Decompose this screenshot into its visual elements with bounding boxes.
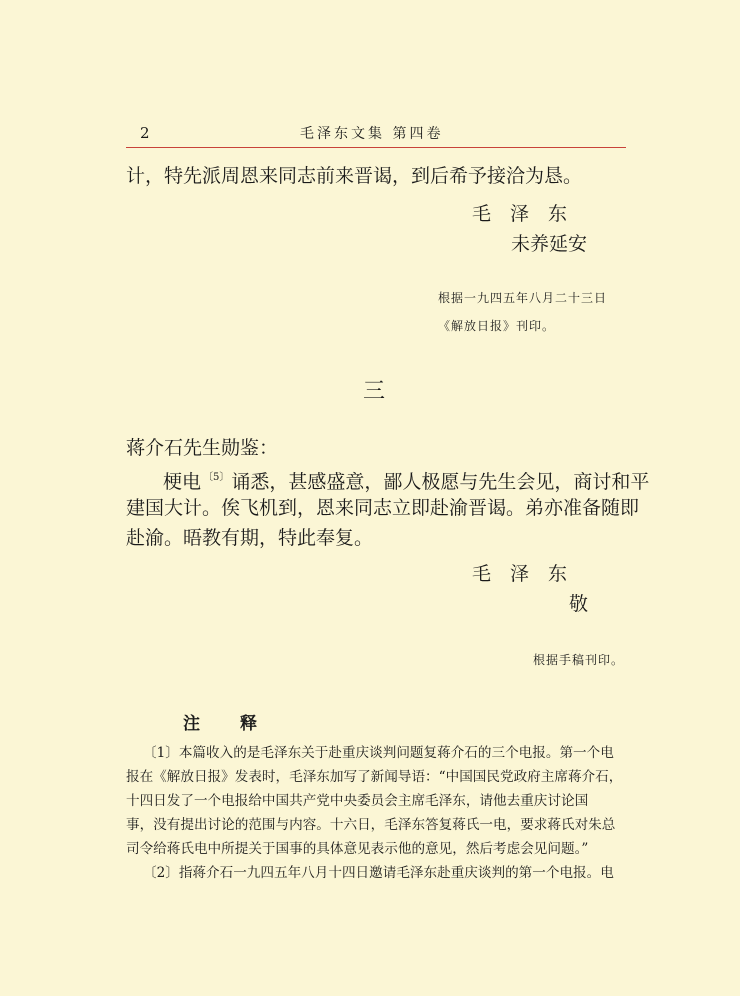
notes-title-right: 释 (240, 714, 257, 734)
source-note-line-2: 《解放日报》刊印。 (438, 319, 556, 333)
notes-title (183, 709, 257, 734)
page-number: 2 (140, 124, 150, 142)
signature-name: 毛 泽 东 (472, 203, 568, 225)
note-line: 〔1〕本篇收入的是毛泽东关于赴重庆谈判问题复蒋介石的三个电报。第一个电 (143, 745, 614, 761)
note-line: 〔2〕指蒋介石一九四五年八月十四日邀请毛泽东赴重庆谈判的第一个电报。电 (143, 865, 614, 881)
signature-name: 毛 泽 东 (472, 563, 568, 585)
notes-title-left: 注 (183, 714, 200, 734)
body-text-line (163, 465, 649, 495)
body-text-segment: 梗电 (163, 471, 202, 493)
footnote-reference[interactable]: 〔5〕 (203, 472, 230, 483)
running-head: 毛泽东文集 第四卷 (300, 126, 444, 142)
body-text-line: 建国大计。俟飞机到，恩来同志立即赴渝晋谒。弟亦准备随即 (126, 497, 640, 519)
body-text-line: 赴渝。晤教有期，特此奉复。 (126, 527, 374, 549)
note-line: 司令给蒋氏电中所提关于国事的具体意见表示他的意见，然后考虑会见问题。” (126, 841, 589, 857)
body-text-line: 计，特先派周恩来同志前来晋谒，到后希予接洽为恳。 (126, 165, 583, 187)
body-text-segment: 诵悉，甚感盛意，鄙人极愿与先生会见，商讨和平 (231, 471, 650, 493)
note-line: 十四日发了一个电报给中国共产党中央委员会主席毛泽东，请他去重庆讨论国 (126, 793, 589, 809)
source-note: 根据手稿刊印。 (533, 653, 625, 667)
signature-date: 未养延安 (511, 233, 588, 255)
salutation: 蒋介石先生勋鉴： (126, 437, 279, 459)
source-note-line-1: 根据一九四五年八月二十三日 (438, 291, 608, 305)
signature-closing: 敬 (569, 593, 589, 615)
header-rule (126, 147, 626, 148)
note-line: 报在《解放日报》发表时，毛泽东加写了新闻导语：“中国国民党政府主席蒋介石， (126, 769, 623, 785)
section-number: 三 (363, 379, 386, 404)
note-line: 事，没有提出讨论的范围与内容。十六日，毛泽东答复蒋氏一电，要求蒋氏对朱总 (126, 817, 616, 833)
